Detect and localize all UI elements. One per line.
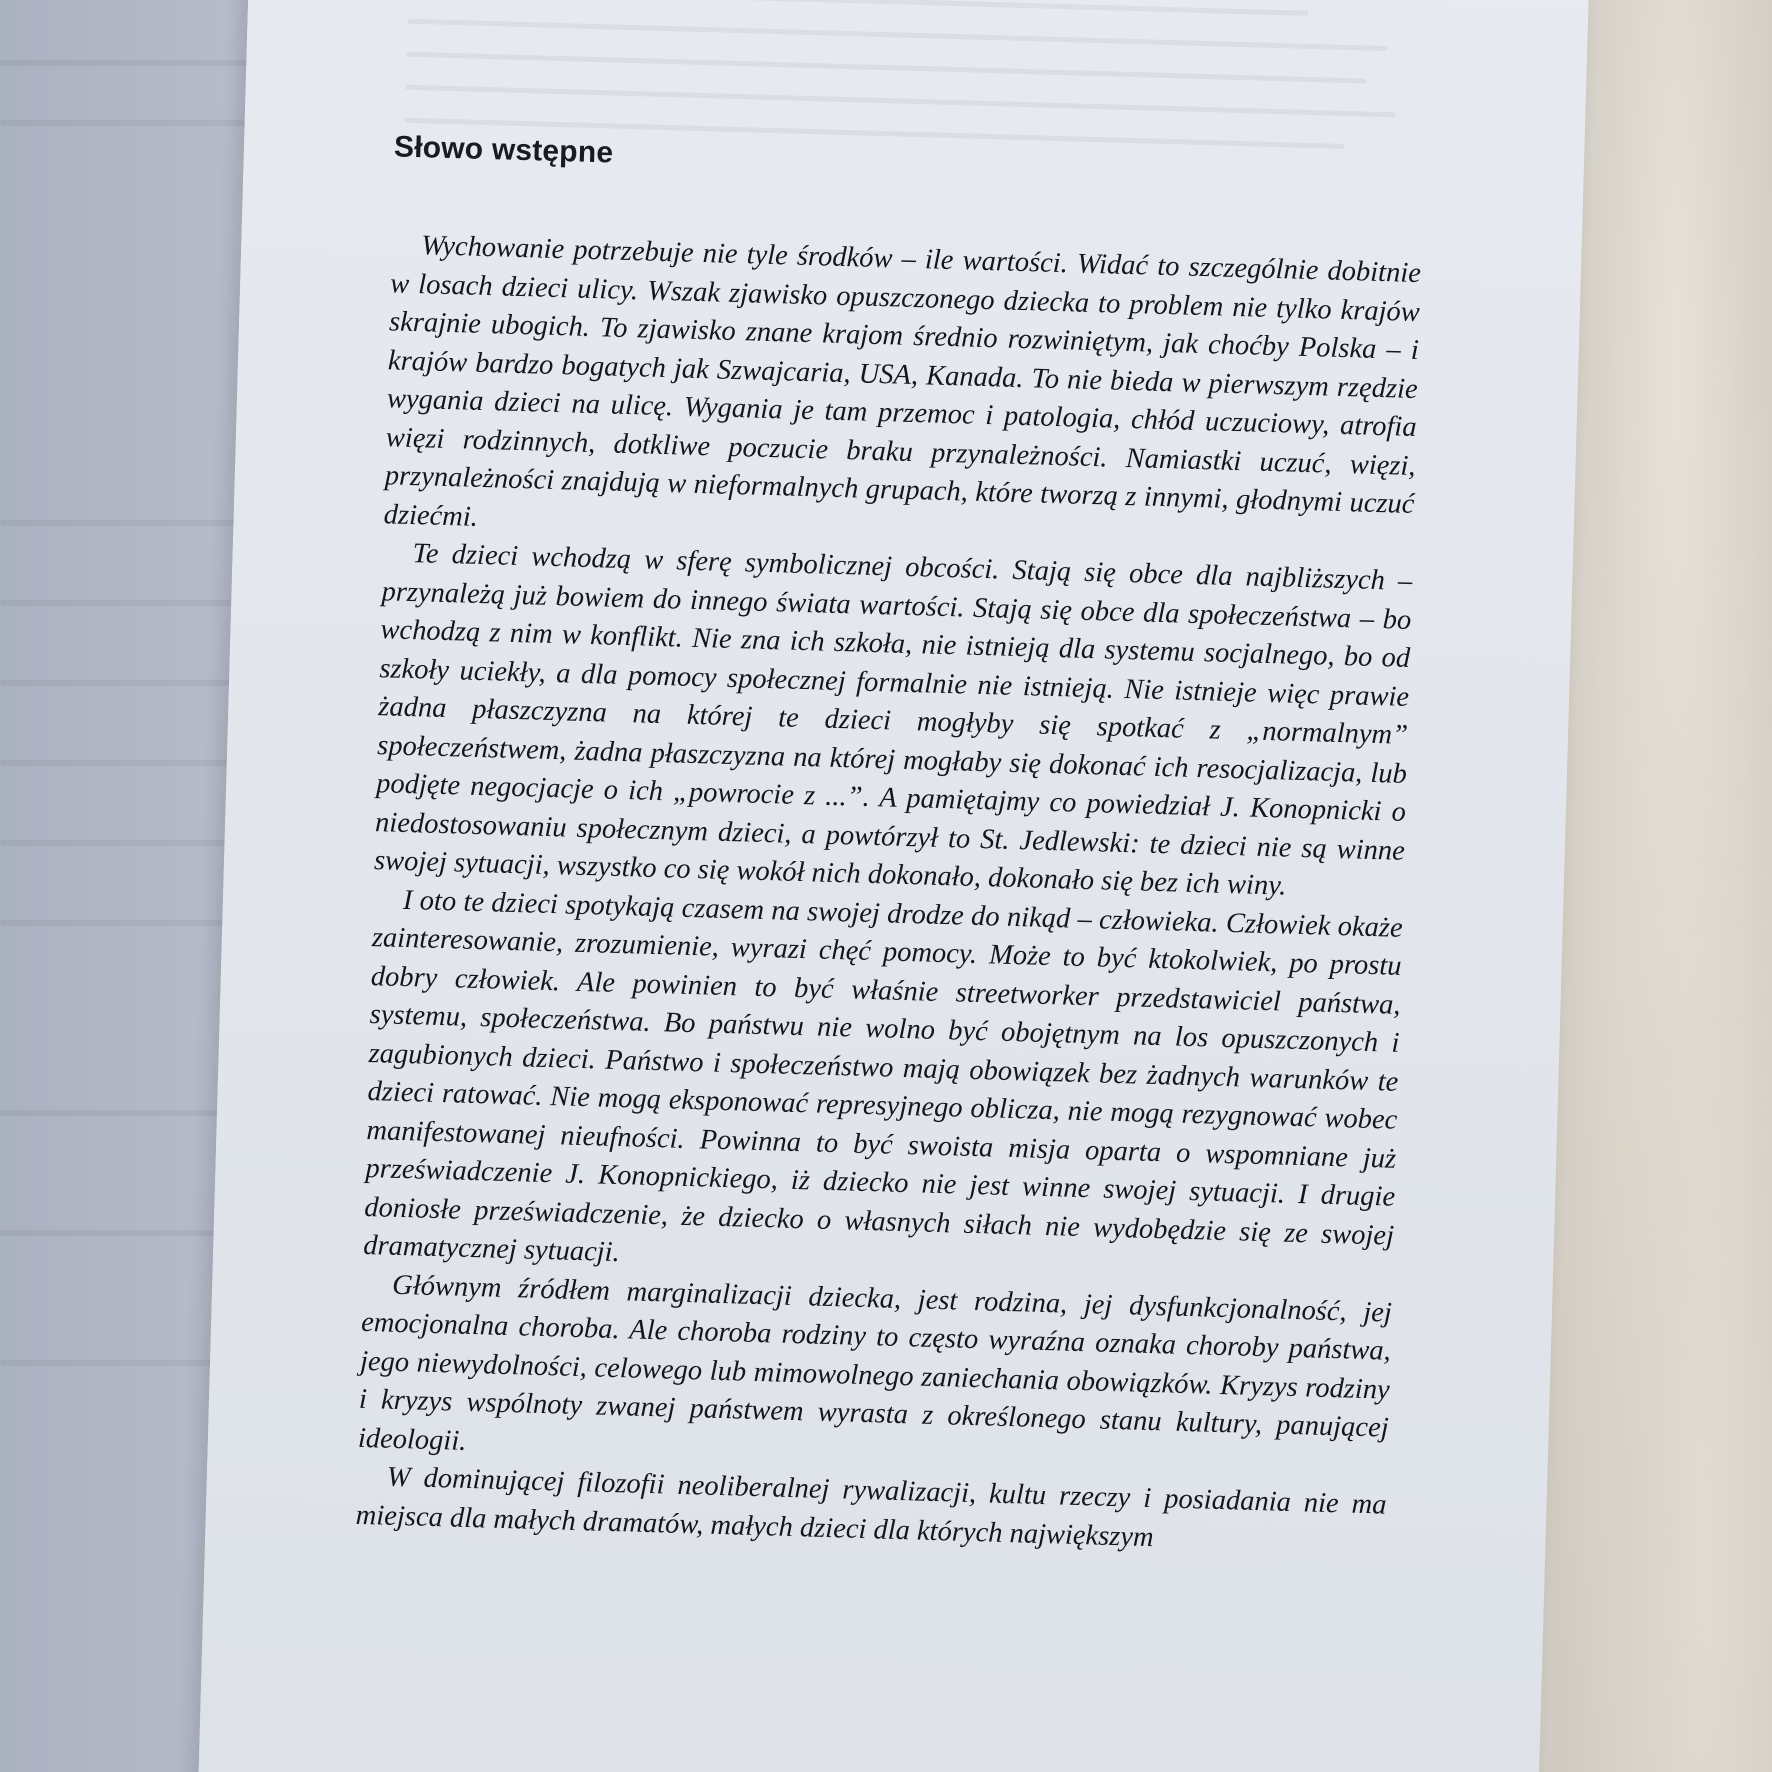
paragraph-3: I oto te dzieci spotykają czasem na swojej drodze do nikąd – człowieka. Człowiek okaże zainteresowanie, zrozumienie, wyrazi chęć pomocy. Może to być ktokolwiek, po prostu dobry człowiek. Ale powinien to być właśnie streetworker przedstawiciel państwa, systemu, społeczeństwa. Bo państwu nie wolno być obojętnym na los opuszczonych i zagubionych dzieci. Państwo i społeczeństwo mają obowiązek bez żadnych warunków te dzieci ratować. Nie mogą eksponować represyjnego oblicza, nie mogą rezygnować wobec manifestowanej nieufności. Powinna to być swoista misja oparta o wspomniane już przeświadczenie J. Konopnickiego, iż dziecko nie jest winne swojej sytuacji. I drugie doniosłe przeświadczenie, że dziecko o własnych siłach nie wydobędzie się ze swojej dramatycznej sytuacji. bbox=[362, 884, 1404, 1269]
paragraph-1: Wychowanie potrzebuje nie tyle środków – ile wartości. Widać to szczególnie dobitnie w losach dzieci ulicy. Wszak zjawisko opuszczonego dziecka to problem nie tylko krajów skrajnie ubogich. To zjawisko znane krajom średnio rozwiniętym, jak choćby Polska – i krajów bardzo bogatych jak Szwajcaria, USA, Kanada. To nie bieda w pierwszym rzędzie wygania dzieci na ulicę. Wygania je tam przemoc i patologia, chłód uczuciowy, atrofia więzi rodzinnych, dotkliwe poczucie braku przynależności. Namiastki uczuć, więzi, przynależności znajdują w nieformalnych grupach, które tworzą z innymi, głodnymi uczuć dziećmi. bbox=[383, 230, 1422, 533]
paragraph-5: W dominującej filozofii neoliberalnej rywalizacji, kultu rzeczy i posiadania nie ma miejsca dla małych dramatów, małych dzieci dla których największym bbox=[355, 1461, 1387, 1553]
page-content bbox=[355, 130, 1424, 1563]
paragraph-2: Te dzieci wchodzą w sferę symbolicznej obcości. Stają się obce dla najbliższych – przynależą już bowiem do innego świata wartości. Stają się obce dla społeczeństwa – bo wchodzą z nim w konflikt. Nie zna ich szkoła, nie istnieją dla systemu socjalnego, bo od szkoły uciekły, a dla pomocy społecznej formalnie nie istnieją. Nie istnieje więc prawie żadna płaszczyzna na której te dzieci mogłyby się spotkać z „normalnym” społeczeństwem, żadna płaszczyzna na której mogłaby się dokonać ich resocjalizacja, lub podjęte negocjacje o ich „powrocie z ...”. A pamiętajmy co powiedział J. Konopnicki o niedostosowaniu społecznym dzieci, a powtórzył to St. Jedlewski: te dzieci nie są winne swojej sytuacji, wszystko co się wokół nich dokonało, dokonało się bez ich winy. bbox=[373, 538, 1413, 902]
chapter-heading: Słowo wstępne bbox=[393, 130, 614, 170]
book-page bbox=[197, 0, 1590, 1772]
paragraph-4: Głównym źródłem marginalizacji dziecka, jest rodzina, jej dysfunkcjonalność, jej emocjonalna choroba. Ale choroba rodziny to często wyraźna oznaka choroby państwa, jego niewydolności, celowego lub mimowolnego zaniechania obowiązków. Kryzys rodziny i kryzys wspólnoty zwanej państwem wyrasta z określonego stanu kultury, panującej ideologii. bbox=[357, 1269, 1393, 1457]
